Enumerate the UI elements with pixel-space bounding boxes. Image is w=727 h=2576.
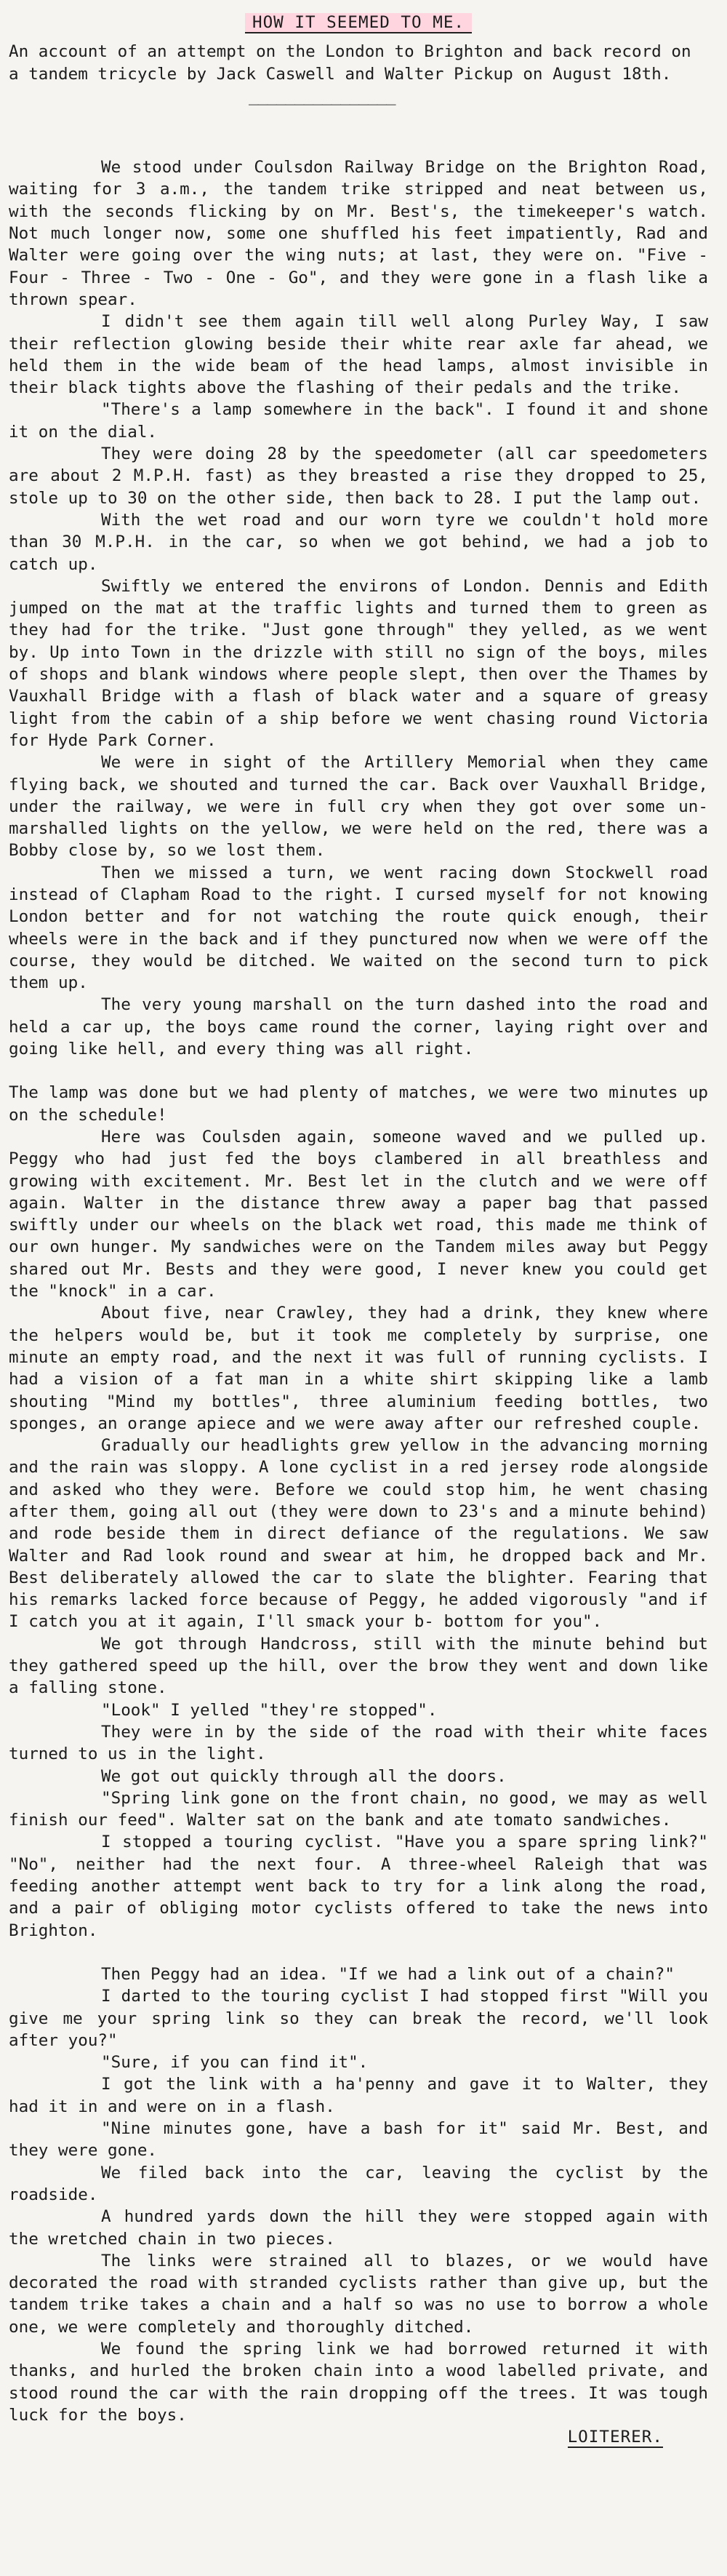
paragraph: The links were strained all to blazes, or we would have decorated the road with stranded cyclists rather than give up, but the tandem trike takes a chain and a half so was no use to borrow a whole one, we were completely and thoroughly ditched. [9,2251,708,2337]
paragraph: We stood under Coulsdon Railway Bridge on the Brighton Road, waiting for 3 a.m., the tandem trike stripped and neat between us, with the seconds flicking by on Mr. Best's, the timekeeper's watch. Not much longer now, some one shuffled his feet impatiently, Rad and Walter were going over the wing nuts; at last, they were on. "Five - Four - Three - Two - One - Go", and they were gone in a flash like a thrown spear. [9,158,708,309]
paragraph: They were in by the side of the road with their white faces turned to us in the light. [9,1722,708,1764]
paragraph: They were doing 28 by the speedometer (all car speedometers are about 2 M.P.H. fast) as they breasted a rise they dropped to 25, stole up to 30 on the other side, then back to 28. I put the lamp out. [9,444,708,508]
paragraph: We found the spring link we had borrowed returned it with thanks, and hurled the broken chain into a wood labelled private, and stood round the car with the rain dropping off the trees. It was tough luck for the boys. [9,2339,708,2425]
separator-line: ________________ [249,86,395,105]
paragraph: I didn't see them again till well along Purley Way, I saw their reflection glowing beside their white rear axle far ahead, we held them in the wide beam of the head lamps, almost invisible in their black tights above the flashing of their pedals and the trike. [9,312,708,398]
paragraph: We were in sight of the Artillery Memorial when they came flying back, we shouted and turned the car. Back over Vauxhall Bridge, under the railway, we were in full cry when they got over some un-marshalled lights on the yellow, we were held on the red, there was a Bobby close by, so we lost them. [9,753,708,861]
paragraph: I got the link with a ha'penny and gave it to Walter, they had it in and were on in a flash. [9,2075,708,2116]
paragraph: Gradually our headlights grew yellow in the advancing morning and the rain was sloppy. A lone cyclist in a red jersey rode alongside and asked who they were. Before we could stop him, he went chasing after them, going all out (they were down to 23's and a minute behind) and rode beside them in direct defiance of the regulations. We saw Walter and Rad look round and swear at him, he dropped back and Mr. Best deliberately allowed the car to slate the blighter. Fearing that his remarks lacked force because of Peggy, he added vigorously "and if I catch you at it again, I'll smack your b- bottom for you". [9,1436,708,1632]
paragraph: Then we missed a turn, we went racing down Stockwell road instead of Clapham Road to the right. I cursed myself for not knowing London better and for not watching the route quick enough, their wheels were in the back and if they punctured now when we were off the course, they would be ditched. We waited on the second turn to pick them up. [9,863,708,993]
intro-paragraph: An account of an attempt on the London to Brighton and back record on a tandem tricycle by Jack Caswell and Walter Pickup on August 18th. [9,42,691,84]
paragraph: I stopped a touring cyclist. "Have you a spare spring link?" "No", neither had the next four. A three-wheel Raleigh that was feeding another attempt went back to try for a link along the road, and a pair of obliging motor cyclists offered to take the news into Brighton. [9,1833,708,1940]
paragraph: Here was Coulsden again, someone waved and we pulled up. Peggy who had just fed the boys clambered in all breathless and growing with excitement. Mr. Best let in the clutch and we were off again. Walter in the distance threw away a paper bag that passed swiftly under our wheels on the black wet road, this made me think of our own hunger. My sandwiches were on the Tandem miles away but Peggy shared out Mr. Bests and they were good, I never knew you could get the "knock" in a car. [9,1127,708,1301]
paragraph: "Look" I yelled "they're stopped". [101,1700,438,1720]
signature: LOITERER. [567,2428,663,2447]
paragraph: "There's a lamp somewhere in the back". I found it and shone it on the dial. [9,400,708,442]
paragraph: The lamp was done but we had plenty of matches, we were two minutes up on the schedule! [9,1083,708,1125]
document-title: HOW IT SEEMED TO ME. [9,12,708,33]
paragraph: "Sure, if you can find it". [101,2053,369,2073]
paragraph: We filed back into the car, leaving the cyclist by the roadside. [9,2163,708,2204]
paragraph: We got out quickly through all the doors. [101,1766,507,1786]
paragraph: Then Peggy had an idea. "If we had a link out of a chain?" [101,1964,675,1984]
paragraph: "Spring link gone on the front chain, no good, we may as well finish our feed". Walter sat on the bank and ate tomato sandwiches. [9,1788,708,1830]
paragraph: I darted to the touring cyclist I had stopped first "Will you give me your spring link so they can break the record, we'll look after you?" [9,1987,708,2050]
spacer [9,107,708,156]
paragraph: The very young marshall on the turn dashed into the road and held a car up, the boys came round the corner, laying right over and going like hell, and every thing was all right. [9,995,708,1059]
paragraph: Swiftly we entered the environs of London. Dennis and Edith jumped on the mat at the traffic lights and turned them to green as they had for the trike. "Just gone through" they yelled, as we went by. Up into Town in the drizzle with still no sign of the boys, miles of shops and blank windows where people slept, then over the Thames by Vauxhall Bridge with a flash of black water and a square of greasy light from the cabin of a ship before we went chasing round Victoria for Hyde Park Corner. [9,576,708,750]
paragraph: With the wet road and our worn tyre we couldn't hold more than 30 M.P.H. in the car, so when we got behind, we had a job to catch up. [9,510,708,574]
paragraph: About five, near Crawley, they had a drink, they knew where the helpers would be, but it took me completely by surprise, one minute an empty road, and the next it was full of running cyclists. I had a vision of a fat man in a white shirt skipping like a lamb shouting "Mind my bottles", three aluminium feeding bottles, two sponges, an orange apiece and we were away after our refreshed couple. [9,1304,708,1433]
paragraph: We got through Handcross, still with the minute behind but they gathered speed up the hill, over the brow they went and down like a falling stone. [9,1634,708,1698]
paragraph: A hundred yards down the hill they were stopped again with the wretched chain in two pieces. [9,2207,708,2249]
paragraph: "Nine minutes gone, have a bash for it" said Mr. Best, and they were gone. [9,2119,708,2161]
